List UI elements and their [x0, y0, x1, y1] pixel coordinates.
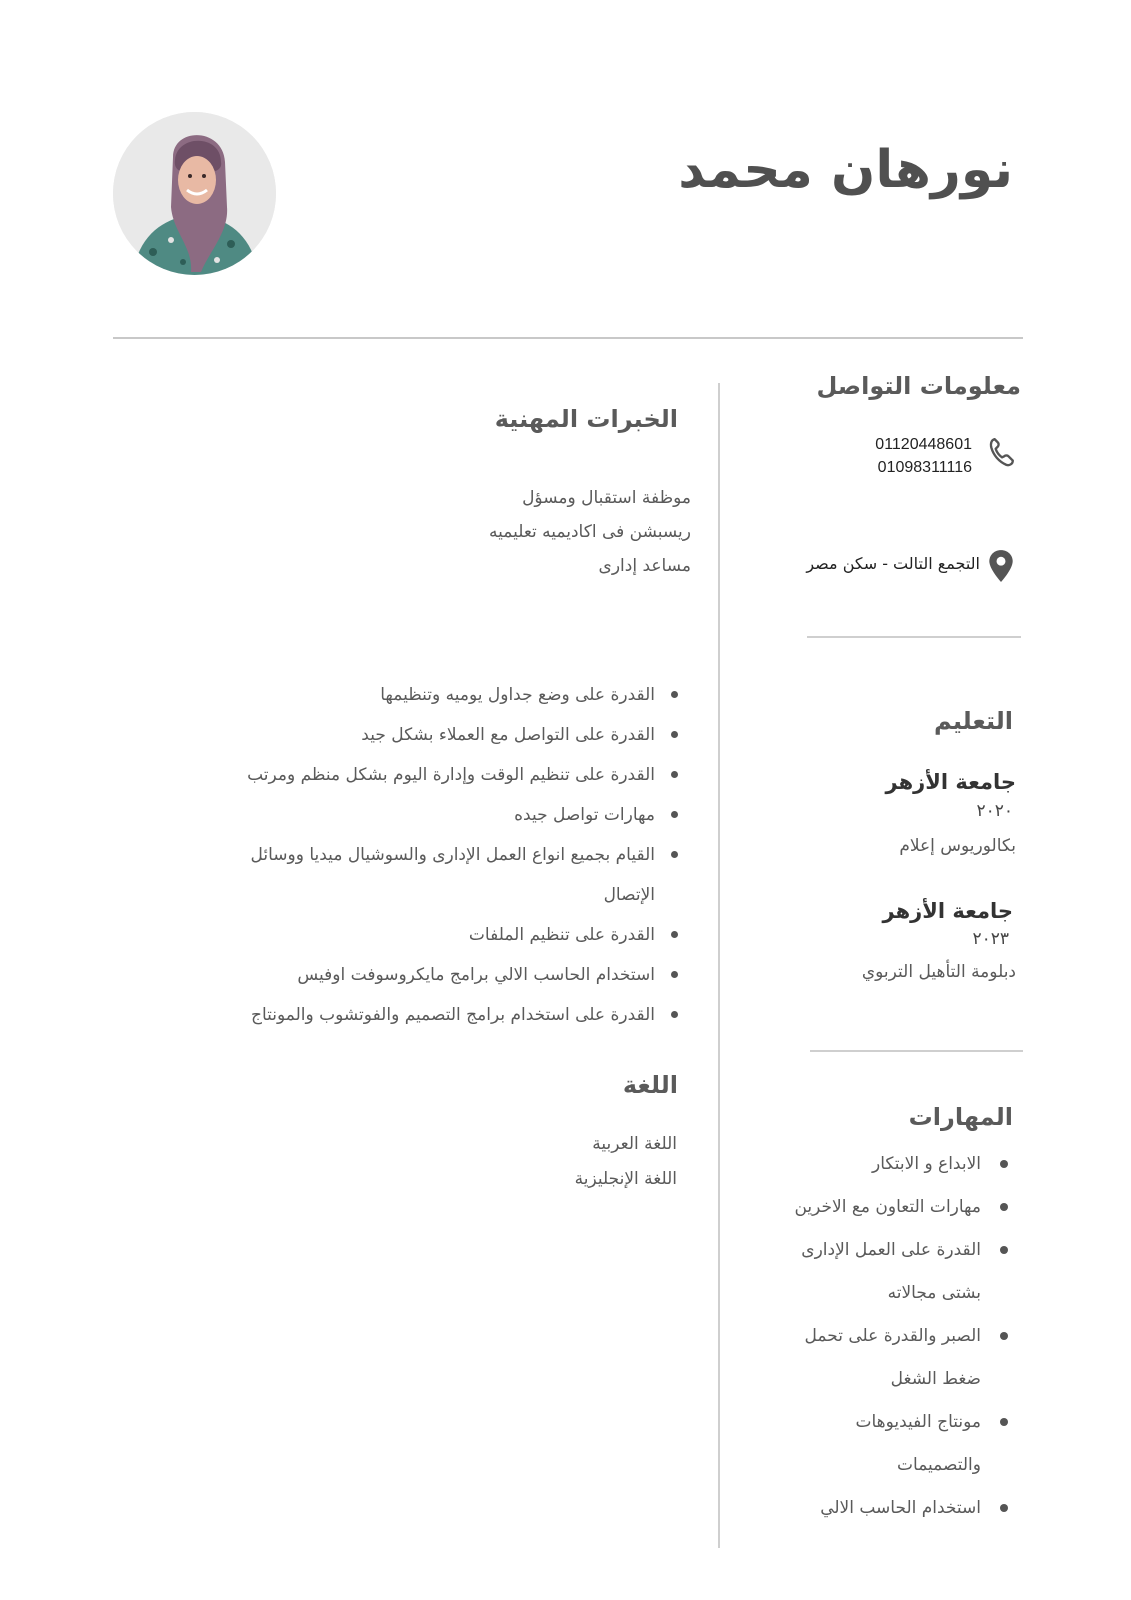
experience-bullet-text: القدرة على استخدام برامج التصميم والفوتشوب والمونتاج — [250, 1005, 655, 1025]
language-section-title: اللغة — [622, 1071, 678, 1099]
experience-bullet — [218, 755, 678, 795]
address: التجمع التالت - سكن مصر — [806, 554, 980, 573]
skills-section-title: المهارات — [908, 1103, 1013, 1131]
skill-item — [773, 1401, 1013, 1487]
experience-bullet — [218, 675, 678, 715]
education-university: جامعة الأزهر — [882, 899, 1013, 923]
skill-item — [773, 1487, 1013, 1530]
section-divider — [810, 1050, 1023, 1052]
header-divider — [113, 337, 1023, 339]
skill-item — [773, 1186, 1013, 1229]
experience-bullet — [218, 715, 678, 755]
bullet-dot — [671, 851, 678, 858]
candidate-name: نورهان محمد — [678, 140, 1013, 200]
education-section-title: التعليم — [934, 707, 1013, 735]
contact-section-title: معلومات التواصل — [816, 372, 1021, 400]
skill-text: استخدام الحاسب الالي — [820, 1498, 981, 1518]
bullet-dot — [671, 771, 678, 778]
experience-bullet-list — [218, 675, 678, 1035]
experience-bullet — [218, 835, 678, 915]
skill-text: الصبر والقدرة على تحمل ضغط الشغل — [804, 1326, 981, 1389]
location-pin-icon — [988, 549, 1014, 583]
experience-bullet — [218, 995, 678, 1035]
phone-icon — [988, 437, 1014, 467]
experience-bullet — [218, 915, 678, 955]
bullet-dot — [671, 931, 678, 938]
skill-text: القدرة على العمل الإدارى بشتى مجالاته — [801, 1240, 981, 1303]
language-item: اللغة العربية — [592, 1134, 677, 1154]
skills-list — [773, 1143, 1013, 1530]
experience-bullet-text: استخدام الحاسب الالي برامج مايكروسوفت اوفيس — [297, 965, 655, 985]
experience-bullet-text: القدرة على تنظيم الملفات — [468, 925, 655, 945]
profile-photo-image — [113, 112, 276, 275]
experience-bullet-text: القدرة على التواصل مع العملاء بشكل جيد — [361, 725, 655, 745]
bullet-dot — [671, 1011, 678, 1018]
bullet-dot — [1000, 1203, 1008, 1211]
skill-text: مونتاج الفيديوهات والتصميمات — [855, 1412, 981, 1475]
skill-text: الابداع و الابتكار — [871, 1154, 981, 1174]
bullet-dot — [671, 811, 678, 818]
phone-number[interactable]: 01098311116 — [877, 459, 972, 476]
education-university: جامعة الأزهر — [885, 770, 1016, 794]
experience-summary — [489, 481, 691, 583]
language-item: اللغة الإنجليزية — [574, 1169, 677, 1189]
bullet-dot — [671, 971, 678, 978]
column-divider — [718, 383, 720, 1548]
experience-bullet — [218, 795, 678, 835]
experience-section-title: الخبرات المهنية — [494, 405, 678, 433]
experience-bullet — [218, 955, 678, 995]
section-divider — [807, 636, 1021, 638]
language-list — [575, 1127, 677, 1197]
experience-bullet-text: القدرة على وضع جداول يوميه وتنظيمها — [380, 685, 655, 705]
bullet-dot — [1000, 1504, 1008, 1512]
education-degree: بكالوريوس إعلام — [899, 836, 1016, 856]
experience-line: مساعد إدارى — [598, 556, 691, 576]
experience-bullet-text: القيام بجميع انواع العمل الإدارى والسوشيال ميديا ووسائل الإتصال — [250, 845, 655, 905]
education-year: ٢٠٢٠ — [976, 801, 1013, 821]
profile-photo — [113, 112, 276, 275]
experience-bullet-text: القدرة على تنظيم الوقت وإدارة اليوم بشكل منظم ومرتب — [247, 765, 655, 785]
skill-item — [773, 1315, 1013, 1401]
phone-number[interactable]: 01120448601 — [875, 436, 972, 453]
education-degree: دبلومة التأهيل التربوي — [861, 962, 1016, 982]
skill-item — [773, 1143, 1013, 1186]
education-year: ٢٠٢٣ — [972, 929, 1009, 949]
experience-line: ريسبشن فى اكاديميه تعليميه — [489, 522, 691, 542]
bullet-dot — [671, 691, 678, 698]
bullet-dot — [1000, 1246, 1008, 1254]
contact-phones — [875, 433, 972, 479]
skill-item — [773, 1229, 1013, 1315]
bullet-dot — [1000, 1332, 1008, 1340]
experience-bullet-text: مهارات تواصل جيده — [514, 805, 655, 825]
bullet-dot — [1000, 1160, 1008, 1168]
skill-text: مهارات التعاون مع الاخرين — [794, 1197, 981, 1217]
bullet-dot — [1000, 1418, 1008, 1426]
experience-line: موظفة استقبال ومسؤل — [522, 488, 691, 508]
bullet-dot — [671, 731, 678, 738]
